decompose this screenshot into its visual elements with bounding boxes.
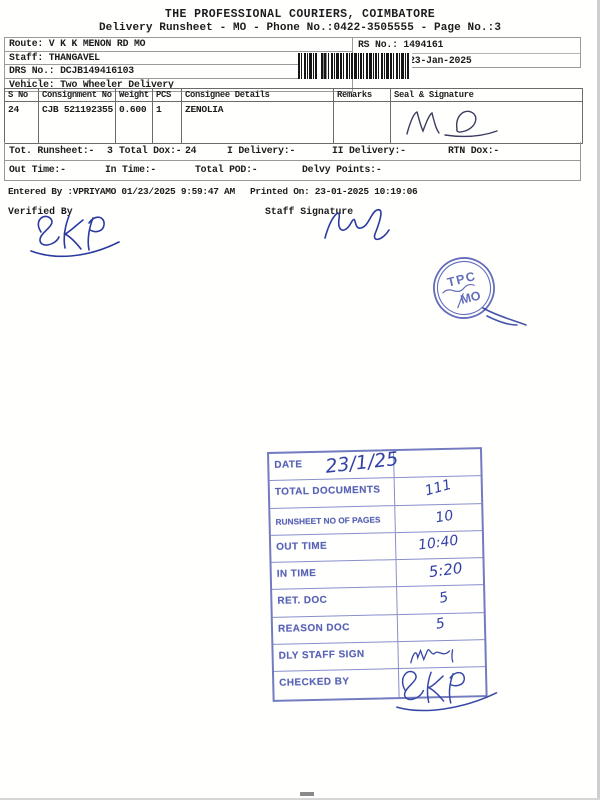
stamp-label-out-time: OUT TIME xyxy=(271,533,397,563)
total-pod-label: Total POD:- xyxy=(195,164,258,175)
vehicle-line: Vehicle: Two Wheeler Delivery xyxy=(5,79,352,93)
stamp-value-checked-by xyxy=(399,667,486,696)
office-stamp-table xyxy=(267,447,488,701)
col-header-weight: Weight xyxy=(116,89,153,102)
cell-consignee: ZENOLIA xyxy=(182,102,334,143)
rs-date-line: RS Date: 23-Jan-2025 xyxy=(358,54,472,66)
handwritten-out-time: 10:40 xyxy=(417,532,460,554)
handwritten-ret-doc: 5 xyxy=(437,589,450,608)
cell-seal-signature xyxy=(391,102,582,143)
col-header-pcs: PCS xyxy=(153,89,182,102)
stamp-label-total-documents: TOTAL DOCUMENTS xyxy=(270,478,396,508)
handwritten-total-documents: 111 xyxy=(423,477,454,500)
stamp-label-ret-doc: RET. DOC xyxy=(272,588,398,618)
cell-remarks xyxy=(334,102,391,143)
stamp-value-total-documents xyxy=(395,476,482,505)
stamp-label-reason-doc: REASON DOC xyxy=(273,615,399,645)
delvy-points-label: Delvy Points:- xyxy=(302,164,382,175)
stamp-label-date: DATE xyxy=(269,451,395,481)
drs-no-line: DRS No.: DCJB149416103 xyxy=(5,65,352,79)
stamp-value-reason-doc xyxy=(398,613,485,642)
consignment-table xyxy=(4,88,583,144)
tot-runsheet-value: 3 xyxy=(107,145,113,156)
col-header-consignee-details: Consignee Details xyxy=(182,89,334,102)
scan-mark xyxy=(300,792,314,796)
stamp-value-ret-doc xyxy=(397,586,484,615)
cell-pcs: 1 xyxy=(153,102,182,143)
verified-by-label: Verified By xyxy=(8,206,73,217)
in-time-label: In Time:- xyxy=(105,164,157,175)
col-header-remarks: Remarks xyxy=(334,89,391,102)
courier-title: THE PROFESSIONAL COURIERS, COIMBATORE xyxy=(164,8,436,21)
col-header-sno: S No xyxy=(5,89,39,102)
stamp-text-mo: MO xyxy=(459,288,483,307)
cell-consignment-no: CJB 521192355 xyxy=(39,102,116,143)
staff-signature-label: Staff Signature xyxy=(265,206,354,217)
handwritten-runsheet-pages: 10 xyxy=(434,507,455,526)
cell-weight: 0.600 xyxy=(116,102,153,143)
stamp-label-in-time: IN TIME xyxy=(272,560,398,590)
checked-by-signature xyxy=(391,663,504,722)
barcode xyxy=(298,53,412,79)
pen-mark xyxy=(483,308,526,325)
total-dox-value: 24 xyxy=(185,145,197,156)
stamp-label-dly-staff-sign: DLY STAFF SIGN xyxy=(273,642,399,672)
i-delivery-label: I Delivery:- xyxy=(227,145,296,156)
ii-delivery-label: II Delivery:- xyxy=(332,145,406,156)
col-header-seal-signature: Seal & Signature xyxy=(391,89,582,102)
route-line: Route: V K K MENON RD MO xyxy=(5,38,352,52)
col-header-consignment-no: Consignment No xyxy=(39,89,116,102)
stamp-label-runsheet-pages: RUNSHEET NO OF PAGES xyxy=(270,506,396,536)
rtn-dox-label: RTN Dox:- xyxy=(448,145,500,156)
summary-row-2 xyxy=(4,161,581,181)
cell-sno: 24 xyxy=(5,102,39,143)
out-time-label: Out Time:- xyxy=(9,164,66,175)
total-dox-label: Total Dox:- xyxy=(119,145,182,156)
stamp-value-in-time xyxy=(396,558,483,587)
rs-no-line: RS No.: 1494161 xyxy=(353,38,580,54)
summary-row-1 xyxy=(4,142,581,161)
printed-on-text: Printed On: 23-01-2025 10:19:06 xyxy=(250,186,418,197)
handwritten-in-time: 5:20 xyxy=(427,559,464,582)
staff-line: Staff: THANGAVEL xyxy=(5,52,352,66)
stamp-value-out-time xyxy=(396,531,483,560)
stamp-value-runsheet-pages xyxy=(395,504,482,533)
consignee-seal-signature xyxy=(395,106,575,142)
handwritten-date: 23/1/25 xyxy=(324,447,400,478)
tpc-round-stamp xyxy=(425,250,537,334)
staff-signature xyxy=(315,202,399,250)
tot-runsheet-label: Tot. Runsheet:- xyxy=(9,145,95,156)
audit-row xyxy=(4,186,581,199)
handwritten-reason-doc: 5 xyxy=(434,615,447,633)
stamp-label-checked-by: CHECKED BY xyxy=(274,669,400,699)
verified-by-signature xyxy=(25,210,125,262)
stamp-value-date xyxy=(394,449,481,478)
entered-by-text: Entered By :VPRIYAMO 01/23/2025 9:59:47 AM xyxy=(8,186,235,197)
stamp-text-tpc: TPC xyxy=(445,268,478,290)
runsheet-subtitle: Delivery Runsheet - MO - Phone No.:0422-3505555 - Page No.:3 xyxy=(98,22,502,34)
